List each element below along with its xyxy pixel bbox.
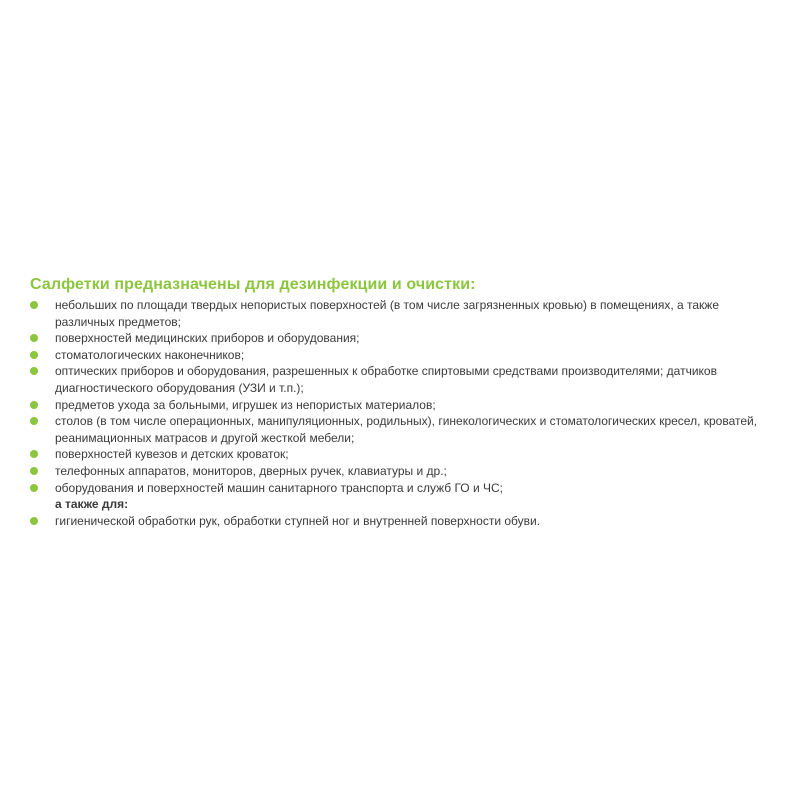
bullet-icon bbox=[30, 450, 38, 458]
bullet-icon bbox=[30, 401, 38, 409]
section-heading: Салфетки предназначены для дезинфекции и очистки: bbox=[30, 276, 476, 293]
list-item bbox=[30, 463, 770, 480]
list-item bbox=[30, 347, 770, 364]
bullet-icon bbox=[30, 467, 38, 475]
bullet-icon bbox=[30, 301, 38, 309]
bullet-icon bbox=[30, 484, 38, 492]
bullet-icon bbox=[30, 367, 38, 375]
usage-list bbox=[30, 297, 770, 496]
list-item-text: оптических приборов и оборудования, разрешенных к обработке спиртовыми средствами производителями; датчиков диагностического оборудования (УЗИ и т.п.); bbox=[55, 364, 717, 395]
bullet-icon bbox=[30, 334, 38, 342]
list-item bbox=[30, 446, 770, 463]
list-item bbox=[30, 480, 770, 497]
list-item-text: небольших по площади твердых непористых поверхностей (в том числе загрязненных кровью) в помещениях, а также различных предметов; bbox=[55, 298, 719, 329]
list-item bbox=[30, 297, 770, 330]
list-item-text: поверхностей медицинских приборов и оборудования; bbox=[55, 331, 360, 346]
list-item-text: поверхностей кувезов и детских кроваток; bbox=[55, 447, 289, 462]
list-item bbox=[30, 513, 770, 530]
list-item-text: предметов ухода за больными, игрушек из непористых материалов; bbox=[55, 397, 436, 412]
list-item-text: телефонных аппаратов, мониторов, дверных ручек, клавиатуры и др.; bbox=[55, 463, 447, 478]
also-list bbox=[30, 513, 770, 530]
list-item-text: столов (в том числе операционных, манипуляционных, родильных), гинекологических и стоматологических кресел, кроватей, реанимационных матрасов и другой жесткой мебели; bbox=[55, 414, 758, 445]
list-item-text: гигиенической обработки рук, обработки ступней ног и внутренней поверхности обуви. bbox=[55, 513, 541, 528]
list-item bbox=[30, 330, 770, 347]
also-heading: а также для: bbox=[55, 497, 129, 512]
list-item-text: оборудования и поверхностей машин санитарного транспорта и служб ГО и ЧС; bbox=[55, 480, 503, 495]
list-item bbox=[30, 413, 770, 446]
list-item bbox=[30, 397, 770, 414]
bullet-icon bbox=[30, 417, 38, 425]
list-item bbox=[30, 363, 770, 396]
content-block bbox=[30, 275, 770, 529]
bullet-icon bbox=[30, 351, 38, 359]
bullet-icon bbox=[30, 517, 38, 525]
list-item-text: стоматологических наконечников; bbox=[55, 347, 245, 362]
